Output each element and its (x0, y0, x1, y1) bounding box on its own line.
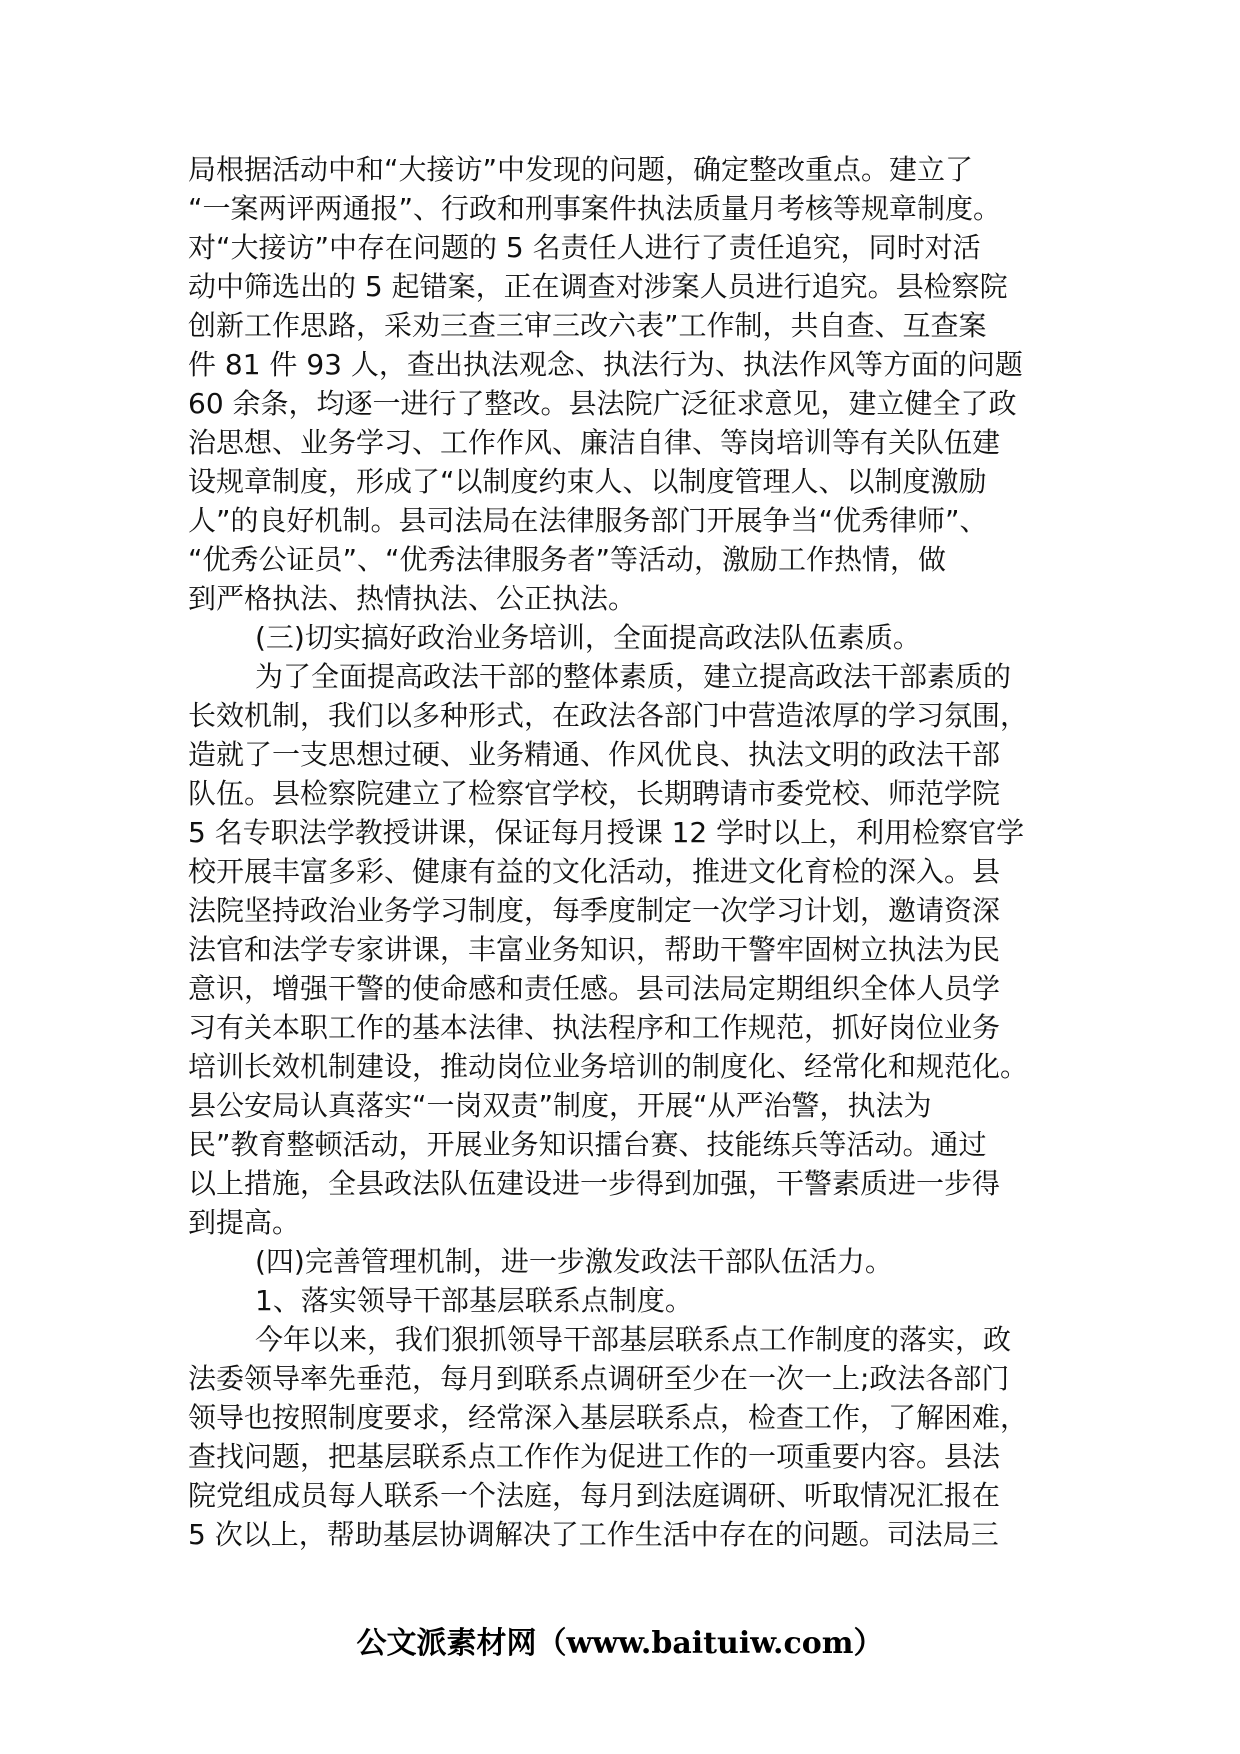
section-heading: (四)完善管理机制，进一步激发政法干部队伍活力。 (255, 1245, 893, 1278)
text-line: 到严格执法、热情执法、公正执法。 (188, 582, 637, 615)
text-line: 校开展丰富多彩、健康有益的文化活动，推进文化育检的深入。县 (188, 855, 1001, 888)
text-line: 到提高。 (188, 1206, 301, 1239)
text-line: “优秀公证员”、“优秀法律服务者”等活动，激励工作热情，做 (188, 543, 947, 576)
text-line: 法院坚持政治业务学习制度，每季度制定一次学习计划，邀请资深 (188, 894, 1001, 927)
text-line: 为了全面提高政法干部的整体素质，建立提高政法干部素质的 (255, 660, 1012, 693)
text-line: 造就了一支思想过硬、业务精通、作风优良、执法文明的政法干部 (188, 738, 1001, 771)
text-line: 5 次以上，帮助基层协调解决了工作生活中存在的问题。司法局三 (188, 1518, 999, 1551)
footer-watermark-text: 公文派素材网（www.baituiw.com） (356, 1626, 884, 1661)
text-line: 设规章制度，形成了“以制度约束人、以制度管理人、以制度激励 (188, 465, 987, 498)
text-line: 动中筛选出的 5 起错案，正在调查对涉案人员进行追究。县检察院 (188, 270, 1008, 303)
text-line: 创新工作思路，采劝三查三审三改六表”工作制，共自查、互查案 (188, 309, 987, 342)
text-line: 60 余条，均逐一进行了整改。县法院广泛征求意见，建立健全了政 (188, 387, 1017, 420)
text-line: 今年以来，我们狠抓领导干部基层联系点工作制度的落实，政 (255, 1323, 1012, 1356)
text-line: 领导也按照制度要求，经常深入基层联系点，检查工作，了解困难， (188, 1401, 1029, 1434)
text-line: 对“大接访”中存在问题的 5 名责任人进行了责任追究，同时对活 (188, 231, 981, 264)
text-line: 习有关本职工作的基本法律、执法程序和工作规范，抓好岗位业务 (188, 1011, 1001, 1044)
text-line: 治思想、业务学习、工作作风、廉洁自律、等岗培训等有关队伍建 (188, 426, 1001, 459)
subsection-heading: 1、落实领导干部基层联系点制度。 (255, 1284, 693, 1317)
text-line: 民”教育整顿活动，开展业务知识擂台赛、技能练兵等活动。通过 (188, 1128, 987, 1161)
text-line: 人”的良好机制。县司法局在法律服务部门开展争当“优秀律师”、 (188, 504, 988, 537)
body-text (188, 150, 1068, 1554)
text-line: 局根据活动中和“大接访”中发现的问题，确定整改重点。建立了 (188, 153, 974, 186)
text-line: 5 名专职法学教授讲课，保证每月授课 12 学时以上，利用检察官学 (188, 816, 1025, 849)
text-line: 队伍。县检察院建立了检察官学校，长期聘请市委党校、师范学院 (188, 777, 1001, 810)
text-line: 法委领导率先垂范，每月到联系点调研至少在一次一上;政法各部门 (188, 1362, 1010, 1395)
text-line: 长效机制，我们以多种形式，在政法各部门中营造浓厚的学习氛围， (188, 699, 1029, 732)
text-line: 以上措施，全县政法队伍建设进一步得到加强，干警素质进一步得 (188, 1167, 1001, 1200)
text-line: 件 81 件 93 人，查出执法观念、执法行为、执法作风等方面的问题 (188, 348, 1023, 381)
text-line: 县公安局认真落实“一岗双责”制度，开展“从严治警，执法为 (188, 1089, 932, 1122)
section-heading: (三)切实搞好政治业务培训，全面提高政法队伍素质。 (255, 621, 921, 654)
text-line: 培训长效机制建设，推动岗位业务培训的制度化、经常化和规范化。 (188, 1050, 1029, 1083)
text-line: “一案两评两通报”、行政和刑事案件执法质量月考核等规章制度。 (188, 192, 1002, 225)
text-line: 院党组成员每人联系一个法庭，每月到法庭调研、听取情况汇报在 (188, 1479, 1001, 1512)
text-line: 查找问题，把基层联系点工作作为促进工作的一项重要内容。县法 (188, 1440, 1001, 1473)
text-line: 法官和法学专家讲课，丰富业务知识，帮助干警牢固树立执法为民 (188, 933, 1001, 966)
text-line: 意识，增强干警的使命感和责任感。县司法局定期组织全体人员学 (188, 972, 1001, 1005)
